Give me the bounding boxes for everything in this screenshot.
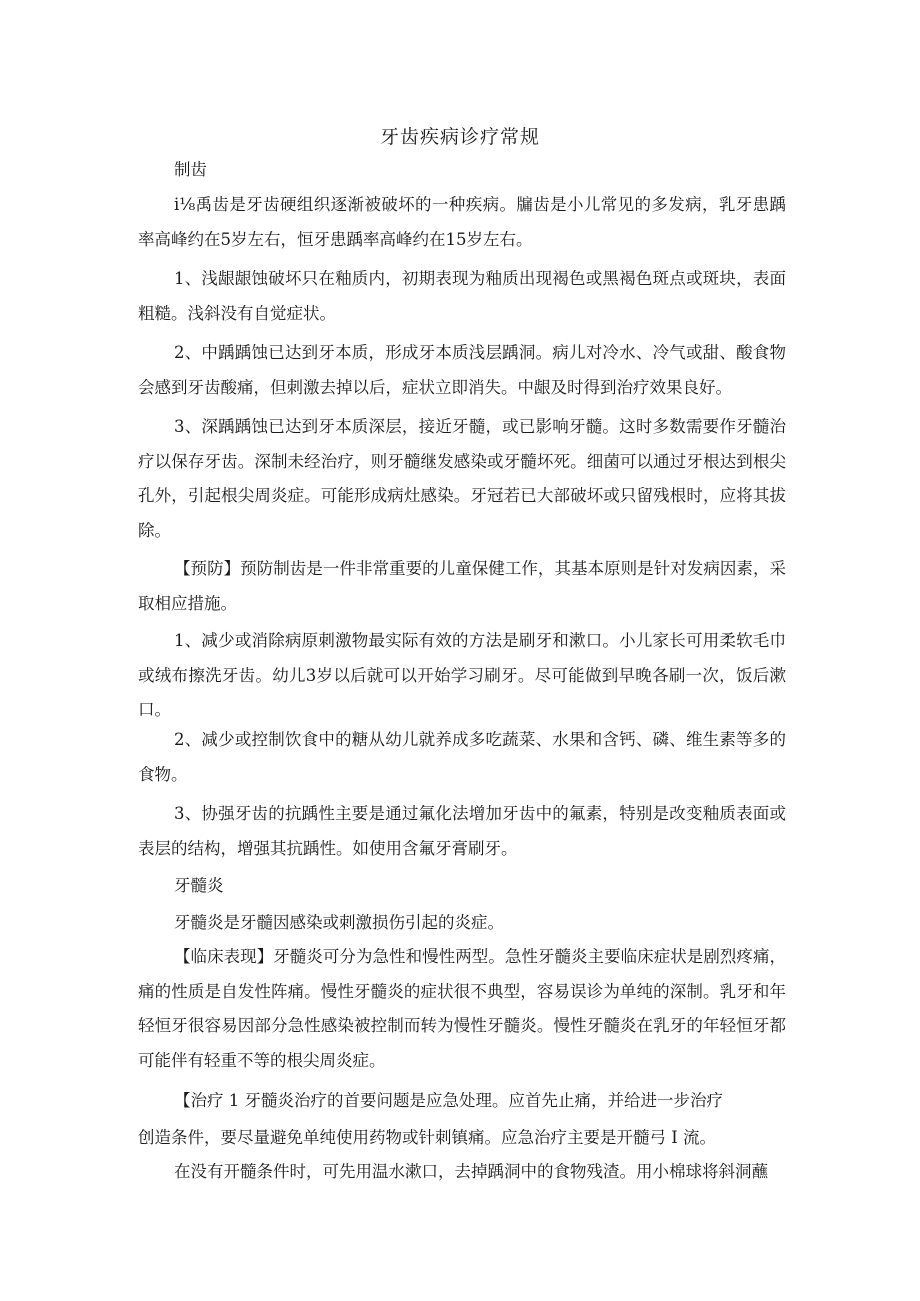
paragraph-prevention-3: 3、协强牙齿的抗踽性主要是通过氟化法增加牙齿中的氟素，特别是改变釉质表面或表层的结构，增强其抗踽性。如使用含氟牙膏刷牙。 [138,804,786,858]
paragraph-prevention-1: 1、减少或消除病原刺激物最实际有效的方法是刷牙和漱口。小儿家长可用柔软毛巾或绒布擦洗牙齿。幼儿3岁以后就可以开始学习刷牙。尽可能做到早晚各刷一次，饭后漱口。 [138,631,786,719]
paragraph-shallow-caries: 1、浅龈龈蚀破坏只在釉质内，初期表现为釉质出现褐色或黑褐色斑点或斑块，表面粗糙。浅斜没有自觉症状。 [138,269,786,323]
paragraph-medium-caries: 2、中踽踽蚀已达到牙本质，形成牙本质浅层踽洞。病儿对冷水、冷气或甜、酸食物会感到牙齿酸痛，但刺激去掉以后，症状立即消失。中龈及时得到治疗效果良好。 [138,343,786,397]
section-heading-caries: 制齿 [174,160,207,179]
paragraph-deep-caries: 3、深踽踽蚀已达到牙本质深层，接近牙髓，或已影响牙髓。这时多数需要作牙髓治疗以保存牙齿。深制未经治疗，则牙髓继发感染或牙髓坏死。细菌可以通过牙根达到根尖孔外，引起根尖周炎症。可能形成病灶感染。牙冠若已大部破坏或只留残根时，应将其拔除。 [138,417,786,540]
section-heading-pulpitis: 牙髓炎 [174,876,224,895]
paragraph-treatment-line2: 创造条件，要尽量避免单纯使用药物或针刺镇痛。应急治疗主要是开髓弓 I 流。 [138,1128,717,1147]
paragraph-clinical-manifestation: 【临床表现】牙髓炎可分为急性和慢性两型。急性牙髓炎主要临床症状是剧烈疼痛，痛的性质是自发性阵痛。慢性牙髓炎的症状很不典型，容易误诊为单纯的深制。乳牙和年轻恒牙很容易因部分急性感染被控制而转为慢性牙髓炎。慢性牙髓炎在乳牙的年轻恒牙都可能伴有轻重不等的根尖周炎症。 [138,947,786,1070]
paragraph-prevention: 【预防】预防制齿是一件非常重要的儿童保健工作，其基本原则是针对发病因素，采取相应措施。 [138,559,786,613]
document-title: 牙齿疾病诊疗常规 [379,126,540,148]
paragraph-no-pulp-opening: 在没有开髓条件时，可先用温水漱口，去掉踽洞中的食物残渣。用小棉球将斜洞蘸 [174,1162,768,1181]
paragraph-prevention-2: 2、减少或控制饮食中的糖从幼儿就养成多吃蔬菜、水果和含钙、磷、维生素等多的食物。 [138,730,786,784]
paragraph-caries-intro: i⅛禹齿是牙齿硬组织逐渐被破坏的一种疾病。牖齿是小儿常见的多发病，乳牙患踽率高峰约在5岁左右，恒牙患踽率高峰约在15岁左右。 [138,195,786,249]
paragraph-pulpitis-definition: 牙髓炎是牙髓因感染或刺激损伤引起的炎症。 [174,913,504,932]
paragraph-treatment-line1: 【治疗 1 牙髓炎治疗的首要问题是应急处理。应首先止痛，并给进一步治疗 [174,1091,723,1110]
